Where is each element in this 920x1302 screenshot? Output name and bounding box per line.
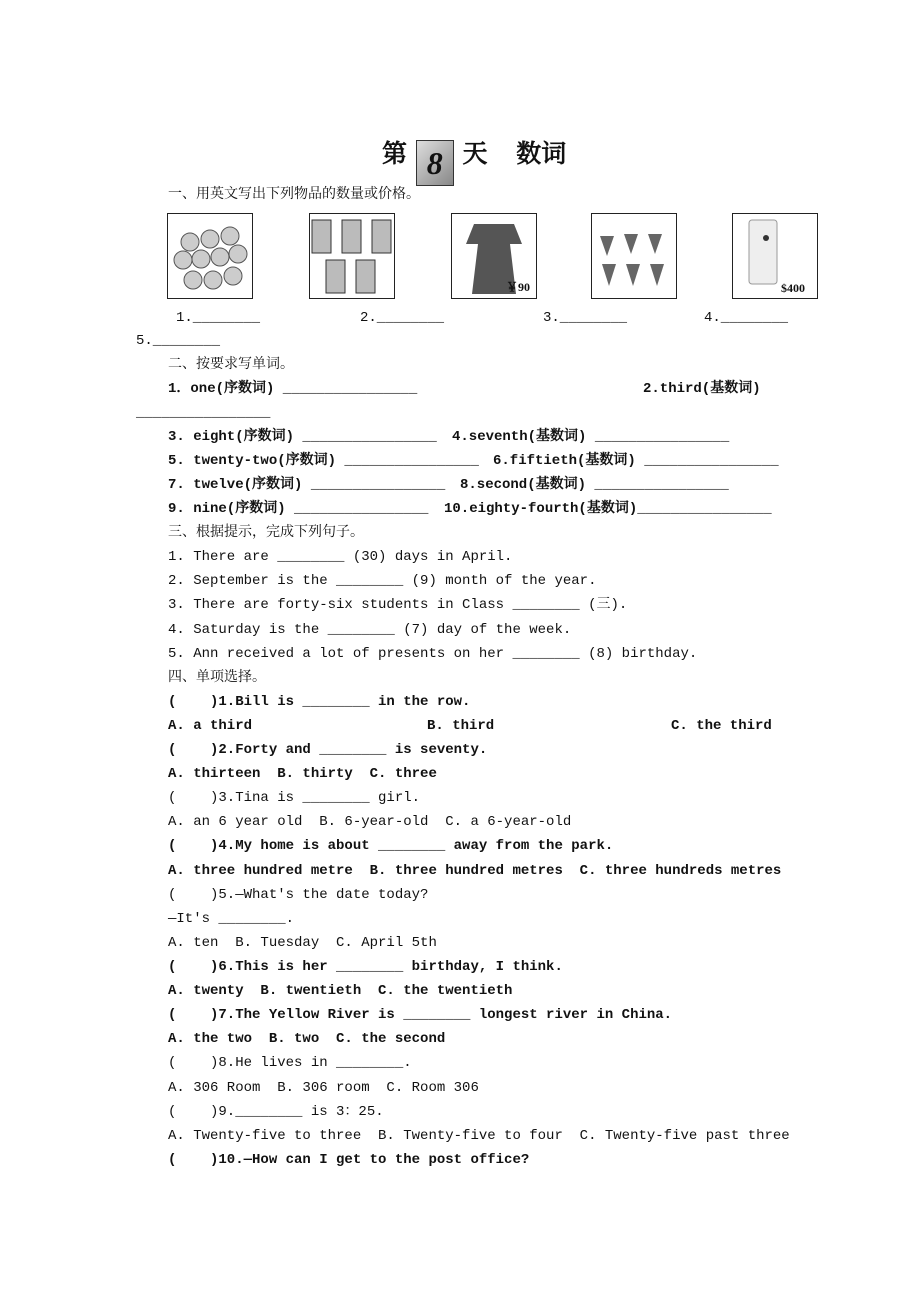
question: ( )8.He lives in ________. bbox=[168, 1055, 412, 1071]
part3-heading: 三、根据提示，完成下列句子。 bbox=[168, 525, 364, 541]
part2-item: 6.fiftieth(基数词) ________________ bbox=[493, 453, 779, 469]
options: A. ten B. Tuesday C. April 5th bbox=[168, 935, 437, 951]
strawberries-icon bbox=[592, 214, 676, 298]
question: ( )4.My home is about ________ away from the park. bbox=[168, 838, 614, 854]
options: A. three hundred metre B. three hundred metres C. three hundreds metres bbox=[168, 863, 782, 879]
part2-item: 8.second(基数词) ________________ bbox=[460, 477, 729, 493]
options: A. an 6 year old B. 6-year-old C. a 6-year-old bbox=[168, 814, 572, 830]
calendar-icon: 8 bbox=[416, 140, 454, 186]
question: ( )10.—How can I get to the post office? bbox=[168, 1152, 530, 1168]
question: ( )9.________ is 3：25. bbox=[168, 1104, 384, 1120]
part3-item: 4. Saturday is the ________ (7) day of the week. bbox=[168, 622, 572, 638]
question: ( )2.Forty and ________ is seventy. bbox=[168, 742, 488, 758]
part2-item: 7. twelve(序数词) ________________ bbox=[168, 477, 446, 493]
options: A. 306 Room B. 306 room C. Room 306 bbox=[168, 1080, 479, 1096]
page-title bbox=[382, 134, 566, 186]
part4-heading: 四、单项选择。 bbox=[168, 670, 266, 686]
part2-item: 3. eight(序数词) ________________ bbox=[168, 429, 437, 445]
title-suffix: 天 bbox=[462, 139, 488, 168]
options: A. the two B. two C. the second bbox=[168, 1031, 446, 1047]
part3-item: 3. There are forty-six students in Class ________ (三). bbox=[168, 597, 628, 613]
blank-1[interactable]: 1.________ bbox=[176, 310, 261, 326]
part2-item: 5. twenty-two(序数词) ________________ bbox=[168, 453, 479, 469]
part2-heading: 二、按要求写单词。 bbox=[168, 357, 294, 373]
part2-item: 9. nine(序数词) ________________ bbox=[168, 501, 429, 517]
phone-price: $400 bbox=[781, 281, 805, 295]
option: A. a third bbox=[168, 718, 253, 734]
part3-item: 2. September is the ________ (9) month of the year. bbox=[168, 573, 597, 589]
option: B. third bbox=[427, 718, 495, 734]
blank-3[interactable]: 3.________ bbox=[543, 310, 628, 326]
blank-4[interactable]: 4.________ bbox=[704, 310, 789, 326]
title-topic: 数词 bbox=[516, 139, 567, 168]
strawberries-picture bbox=[591, 213, 677, 299]
part3-item: 1. There are ________ (30) days in April. bbox=[168, 549, 513, 565]
part2-item: 2.third(基数词) bbox=[643, 381, 761, 397]
dress-price: ￥90 bbox=[505, 280, 530, 294]
dress-picture bbox=[451, 213, 537, 299]
question: ( )7.The Yellow River is ________ longest river in China. bbox=[168, 1007, 673, 1023]
part2-item: 1．one(序数词) ________________ bbox=[168, 381, 418, 397]
blank-5[interactable]: 5.________ bbox=[136, 333, 221, 349]
question: ( )3.Tina is ________ girl. bbox=[168, 790, 421, 806]
question: ( )5.—What's the date today? bbox=[168, 887, 429, 903]
cards-picture bbox=[309, 213, 395, 299]
blank-2[interactable]: 2.________ bbox=[360, 310, 445, 326]
apples-picture bbox=[167, 213, 253, 299]
part2-item: 10.eighty-fourth(基数词)________________ bbox=[444, 501, 772, 517]
question: ( )1.Bill is ________ in the row. bbox=[168, 694, 471, 710]
question-line: —It's ________. bbox=[168, 911, 295, 927]
apples-icon bbox=[168, 214, 252, 298]
options: A. twenty B. twentieth C. the twentieth bbox=[168, 983, 513, 999]
phone-picture bbox=[732, 213, 818, 299]
cards-icon bbox=[310, 214, 394, 298]
question: ( )6.This is her ________ birthday, I think. bbox=[168, 959, 563, 975]
part2-item: ________________ bbox=[136, 405, 271, 421]
part3-item: 5. Ann received a lot of presents on her ________ (8) birthday. bbox=[168, 646, 698, 662]
options: A. Twenty-five to three B. Twenty-five to four C. Twenty-five past three bbox=[168, 1128, 790, 1144]
part1-heading: 一、用英文写出下列物品的数量或价格。 bbox=[168, 187, 420, 203]
option: C. the third bbox=[671, 718, 772, 734]
part2-item: 4.seventh(基数词) ________________ bbox=[452, 429, 730, 445]
options: A. thirteen B. thirty C. three bbox=[168, 766, 437, 782]
title-prefix: 第 bbox=[382, 139, 408, 168]
